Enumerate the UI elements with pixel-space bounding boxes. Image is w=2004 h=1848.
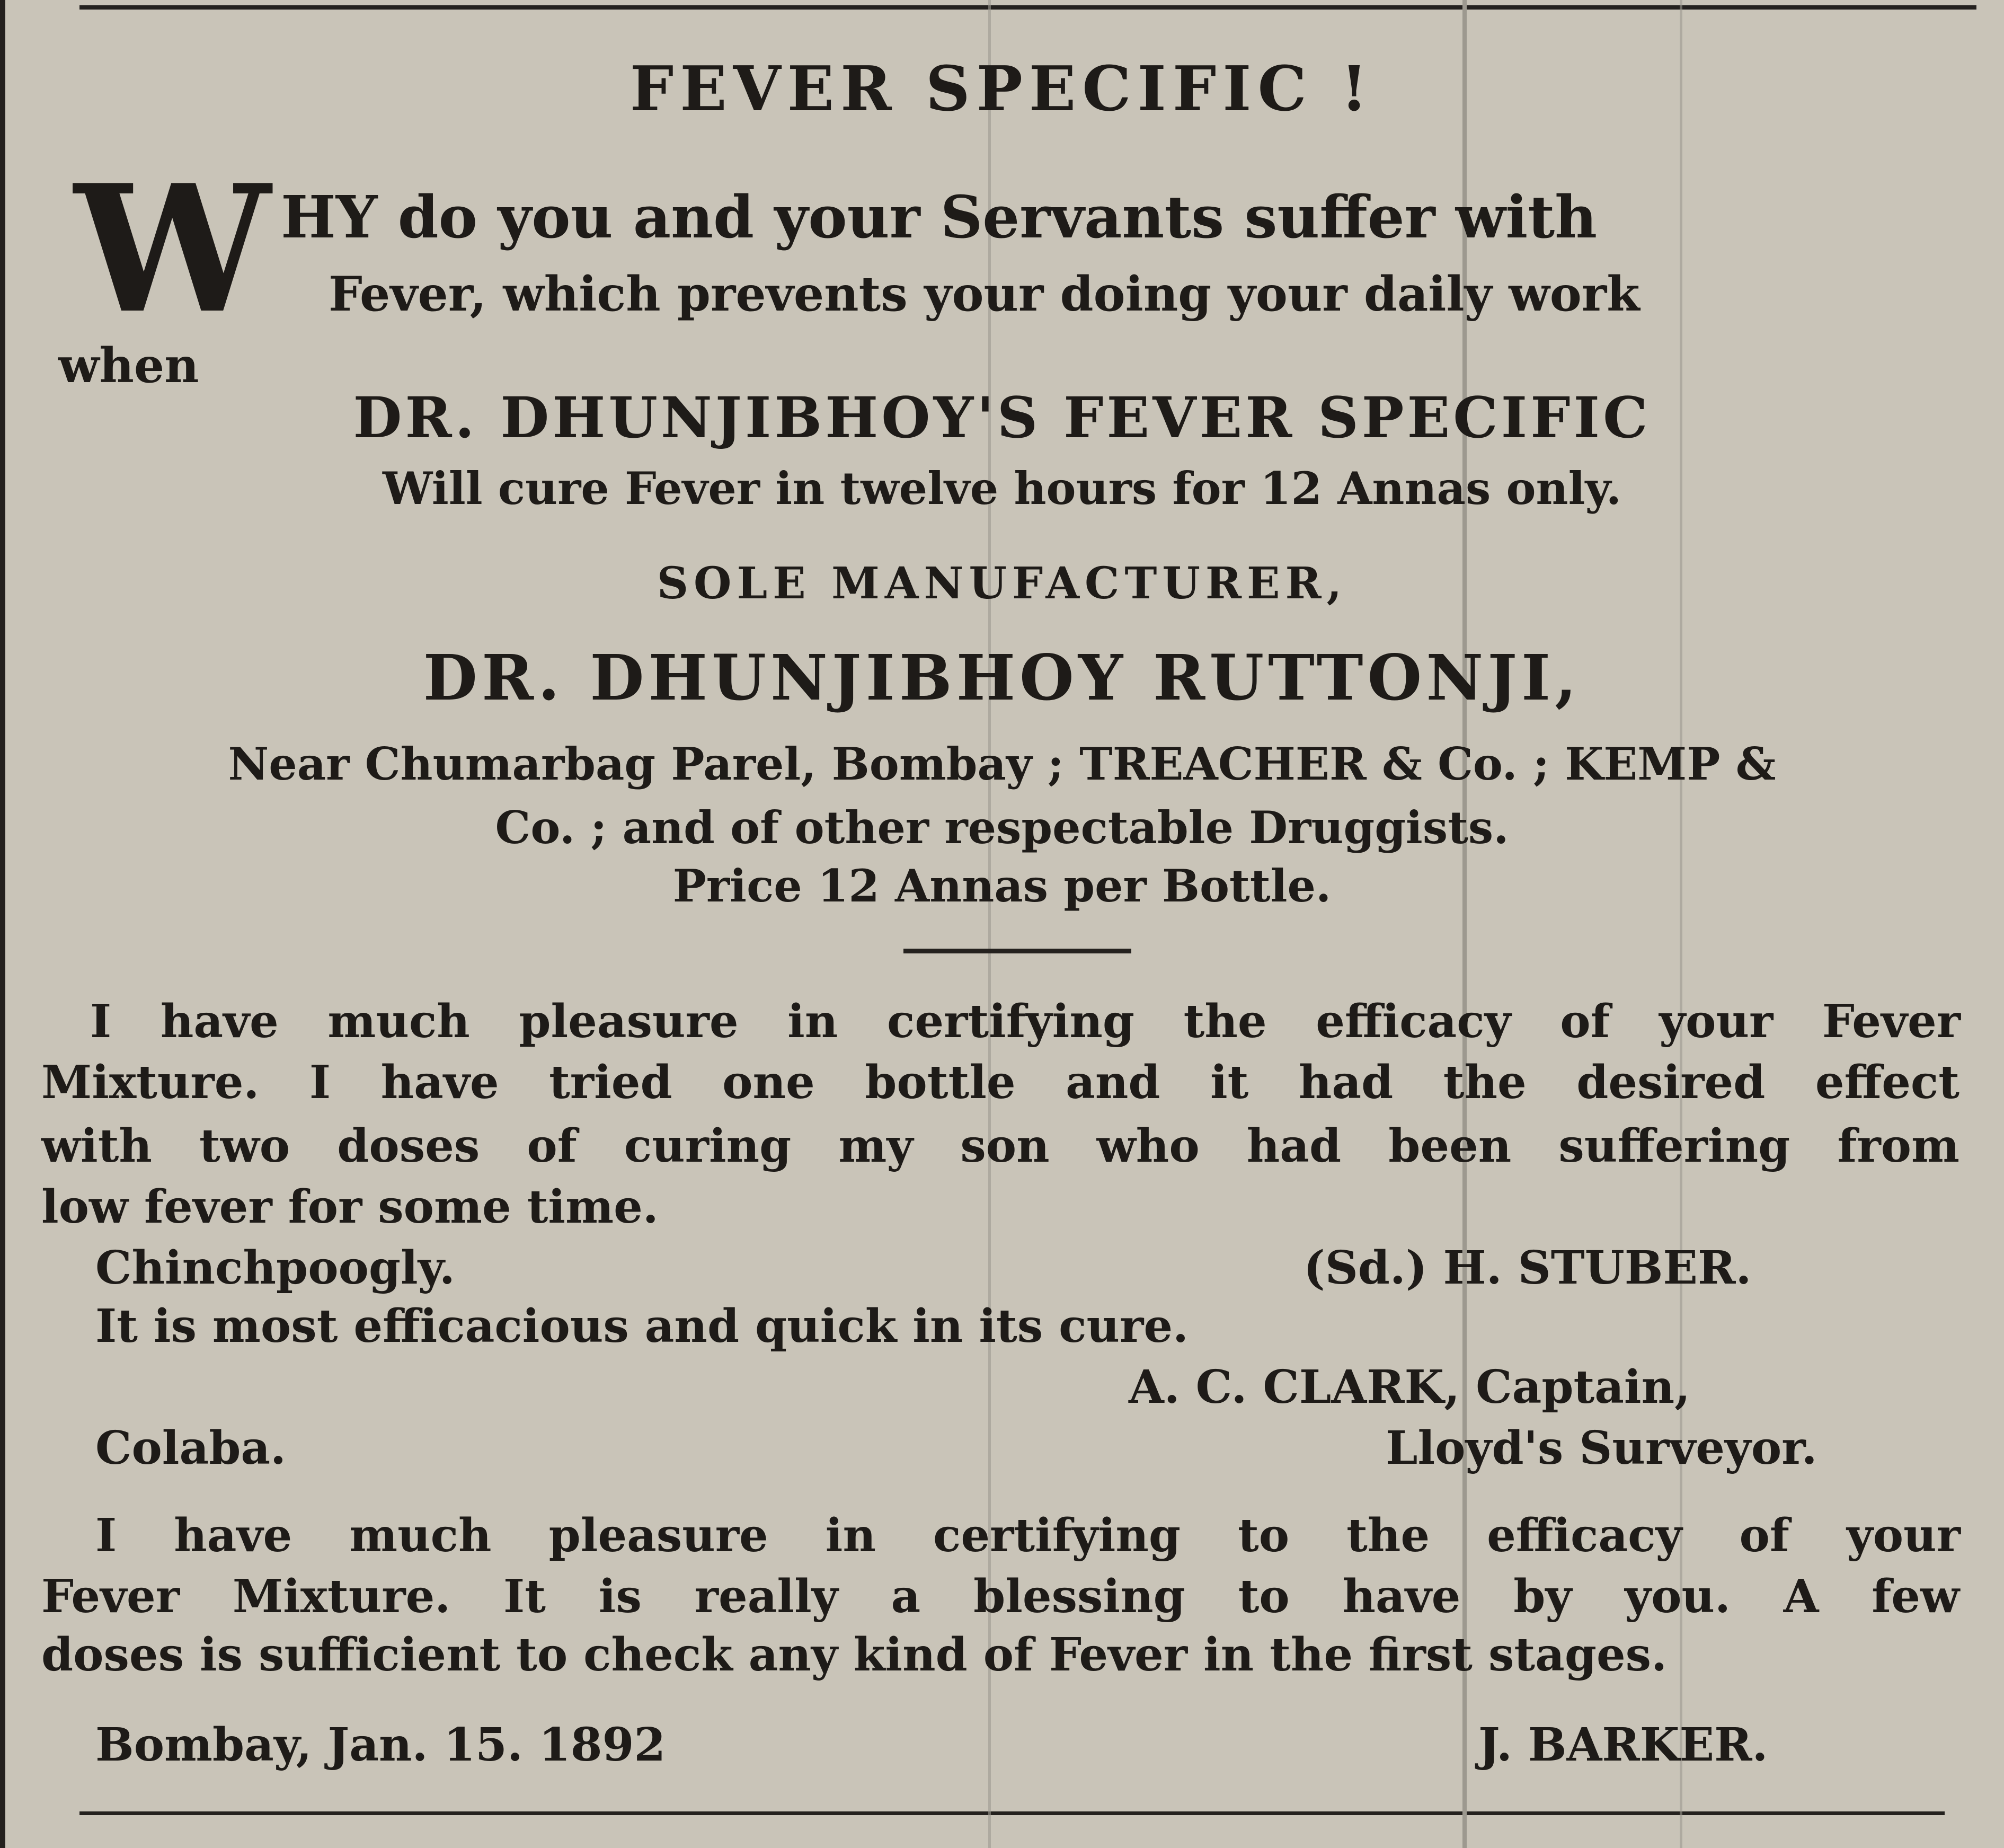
intro-line-2: Fever, which prevents your doing your daily work (329, 266, 1640, 322)
section-divider (903, 949, 1131, 953)
price-line: Price 12 Annas per Bottle. (672, 860, 1332, 912)
testimonial-3-line: doses is sufficient to check any kind of Fever in the first stages. (41, 1628, 1668, 1682)
testimonial-1-line: Mixture. I have tried one bottle and it had the desired effect (41, 1056, 1959, 1109)
testimonial-1-line: with two doses of curing my son who had been suffering from (41, 1119, 1959, 1173)
intro-line-3: when (58, 338, 199, 394)
address-line-1: Near Chumarbag Parel, Bombay ; TREACHER & Co. ; KEMP & (228, 738, 1776, 790)
testimonial-2-line: It is most efficacious and quick in its cure. (95, 1299, 1189, 1353)
bottom-rule (79, 1811, 1945, 1815)
ad-title: FEVER SPECIFIC ! (629, 53, 1375, 125)
testimonial-1-place: Chinchpoogly. (95, 1241, 455, 1295)
intro-line-1: HY do you and your Servants suffer with (281, 183, 1598, 251)
testimonial-1-signature: (Sd.) H. STUBER. (1304, 1241, 1752, 1295)
top-rule (79, 5, 1976, 10)
testimonial-1-line: I have much pleasure in certifying the efficacy of your Fever (90, 995, 1961, 1048)
manufacturer-name: DR. DHUNJIBHOY RUTTONJI, (423, 641, 1581, 714)
testimonial-3-place: Bombay, Jan. 15. 1892 (95, 1718, 666, 1772)
testimonial-2-signature-2: Lloyd's Surveyor. (1386, 1421, 1817, 1475)
address-line-2: Co. ; and of other respectable Druggists. (495, 801, 1509, 854)
testimonial-3-signature: J. BARKER. (1478, 1718, 1768, 1772)
testimonial-3-line: Fever Mixture. It is really a blessing to have by you. A few (41, 1570, 1959, 1623)
cure-claim: Will cure Fever in twelve hours for 12 Annas only. (383, 462, 1621, 515)
testimonial-1-line: low fever for some time. (41, 1180, 659, 1234)
product-name: DR. DHUNJIBHOY'S FEVER SPECIFIC (353, 384, 1651, 450)
testimonial-3-line: I have much pleasure in certifying to the efficacy of your (95, 1509, 1961, 1562)
left-border (0, 0, 5, 1848)
drop-cap: W (74, 146, 271, 352)
testimonial-2-place: Colaba. (95, 1421, 286, 1475)
sole-manufacturer-label: SOLE MANUFACTURER, (657, 558, 1347, 609)
testimonial-2-signature-1: A. C. CLARK, Captain, (1129, 1360, 1691, 1414)
